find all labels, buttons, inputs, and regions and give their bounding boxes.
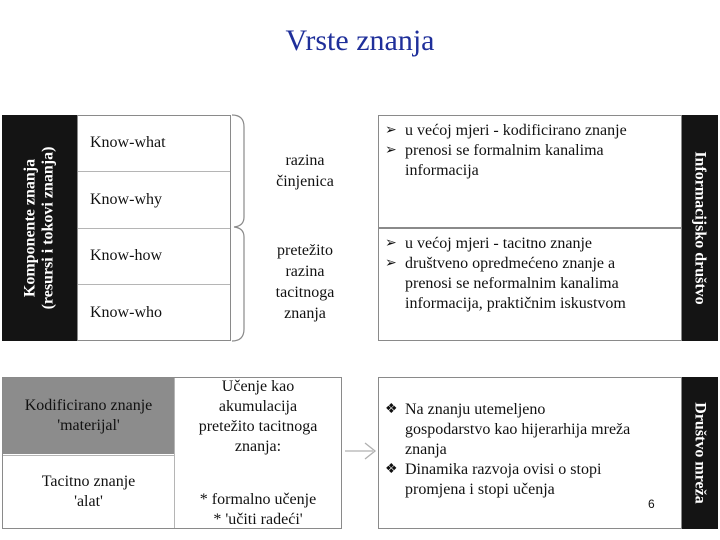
bullet-box-networks xyxy=(378,377,682,529)
bracket-icon xyxy=(230,113,250,345)
codified-knowledge-cell: Kodificirano znanje 'materijal' xyxy=(3,378,174,454)
diamond-bullet-icon: ❖ xyxy=(385,462,398,477)
know-item-what: Know-what xyxy=(78,116,230,172)
bullet-box-codified xyxy=(378,115,682,228)
network-society-bar: Društvo mreža xyxy=(682,377,718,529)
learning-forms: * formalno učenje * 'učiti radeći' xyxy=(199,491,317,528)
arrow-bullet-icon: ➢ xyxy=(385,256,397,271)
bullet-item: ➢ u većoj mjeri - kodificirano znanje xyxy=(385,122,627,139)
bullet-box-tacit xyxy=(378,228,682,341)
tacit-knowledge-cell: Tacitno znanje 'alat' xyxy=(3,455,174,528)
bullet-item: ❖ Dinamika razvoja ovisi o stopi promjena i stopi učenja xyxy=(385,461,602,498)
page-number: 6 xyxy=(648,497,655,511)
know-list xyxy=(77,115,231,341)
diamond-bullet-icon: ❖ xyxy=(385,402,398,417)
arrow-bullet-icon: ➢ xyxy=(385,123,397,138)
arrow-bullet-icon: ➢ xyxy=(385,236,397,251)
bullet-item: ➢ društveno opredmećeno znanje a prenosi se neformalnim kanalima informacija, praktičnim iskustvom xyxy=(385,255,626,312)
components-bar-line2: (resursi i tokovi znanja) xyxy=(39,146,57,310)
know-item-why: Know-why xyxy=(78,172,230,229)
components-bar xyxy=(2,115,77,341)
arrow-right-icon xyxy=(343,440,379,462)
page-title: Vrste znanja xyxy=(285,24,435,57)
bullet-item: ❖ Na znanju utemeljeno gospodarstvo kao hijerarhija mreža znanja xyxy=(385,401,631,458)
arrow-bullet-icon: ➢ xyxy=(385,143,397,158)
group-facts-label: razina činjenica xyxy=(276,152,334,190)
information-society-bar: Informacijsko društvo xyxy=(682,115,718,341)
learning-label: Učenje kao akumulacija pretežito tacitnoga znanja: xyxy=(198,378,318,455)
bullet-item: ➢ prenosi se formalnim kanalima informacija xyxy=(385,142,604,179)
components-bar-line1: Komponente znanja xyxy=(21,158,39,298)
know-item-who: Know-who xyxy=(90,303,162,321)
know-item-how: Know-how xyxy=(78,229,230,286)
bullet-item: ➢ u većoj mjeri - tacitno znanje xyxy=(385,235,593,252)
group-tacit-label: pretežito razina tacitnoga znanja xyxy=(275,242,335,322)
